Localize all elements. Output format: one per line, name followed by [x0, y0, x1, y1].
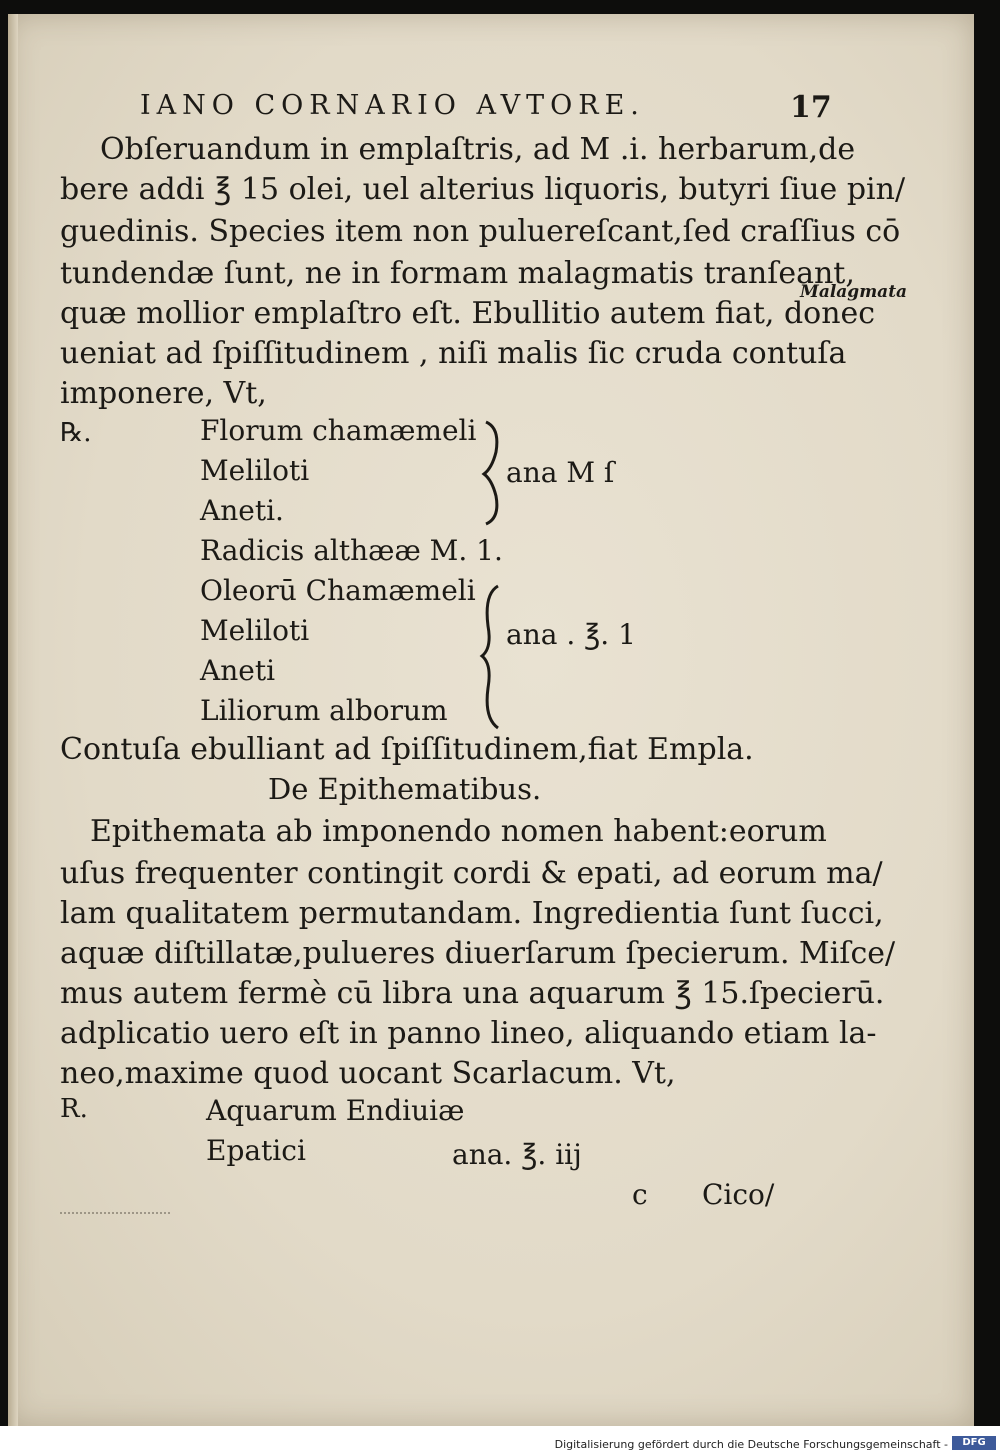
running-head: IANO CORNARIO AVTORE. — [140, 90, 645, 121]
dfg-logo: DFG — [952, 1436, 996, 1450]
signature-mark: c — [632, 1178, 648, 1211]
para1-line: bere addi ℥ 15 olei, uel alterius liquoris, butyri ſiue pin/ — [60, 172, 906, 207]
para2-line: Epithemata ab imponendo nomen habent:eorum — [90, 814, 827, 849]
para2-line: uſus frequenter contingit cordi & epati, ad eorum ma/ — [60, 856, 883, 891]
para2-line: mus autem fermè cū libra una aquarum ℥ 15.ſpecierū. — [60, 976, 885, 1011]
footer-credit: Digitalisierung gefördert durch die Deutsche Forschungsgemeinschaft - — [554, 1438, 948, 1451]
catchword: Cico/ — [702, 1178, 775, 1211]
recipe-ingredient: Aneti — [200, 654, 276, 687]
quantity-label: ana. ℥. iij — [452, 1138, 582, 1171]
para1-line: tundendæ ſunt, ne in formam malagmatis tranſeant, — [60, 256, 855, 291]
recipe-ingredient: Aneti. — [200, 494, 284, 527]
marginal-note: Malagmata — [800, 282, 908, 302]
recipe-symbol: ℞. — [60, 418, 92, 448]
recipe-ingredient: Meliloti — [200, 454, 310, 487]
page-gutter — [8, 14, 18, 1426]
para2-line: aquæ diſtillatæ,pulueres diuerſarum ſpecierum. Miſce/ — [60, 936, 896, 971]
quantity-label: ana M ſ — [506, 456, 615, 489]
section-heading: De Epithematibus. — [268, 772, 542, 806]
recipe-ingredient: Florum chamæmeli — [200, 414, 477, 447]
recipe-ingredient: Radicis althææ M. 1. — [200, 534, 503, 567]
para1-line: Obſeruandum in emplaſtris, ad M .i. herbarum,de — [100, 132, 856, 167]
recipe-ingredient: Liliorum alborum — [200, 694, 448, 727]
recipe-symbol: R. — [60, 1094, 88, 1124]
recipe-ingredient: Aquarum Endiuiæ — [206, 1094, 465, 1127]
para1-line: imponere, Vt, — [60, 376, 267, 411]
para2-line: adplicatio uero eſt in panno lineo, aliquando etiam la- — [60, 1016, 877, 1051]
quantity-label: ana . ℥. 1 — [506, 618, 636, 651]
recipe-closing: Contuſa ebulliant ad ſpiſſitudinem,fiat Empla. — [60, 732, 754, 767]
para1-line: quæ mollior emplaſtro eſt. Ebullitio autem fiat, donec — [60, 296, 876, 331]
page-number: 17 — [790, 90, 832, 125]
brace-glyph — [478, 582, 508, 732]
recipe-ingredient: Epatici — [206, 1134, 306, 1167]
recipe-ingredient: Meliloti — [200, 614, 310, 647]
para1-line: ueniat ad ſpiſſitudinem , niſi malis ſic cruda contuſa — [60, 336, 847, 371]
recipe-ingredient: Oleorū Chamæmeli — [200, 574, 476, 607]
para2-line: neo,maxime quod uocant Scarlacum. Vt, — [60, 1056, 676, 1091]
para1-line: guedinis. Species item non puluereſcant,ſed craſſius cō — [60, 214, 901, 249]
para2-line: lam qualitatem permutandam. Ingredientia ſunt ſucci, — [60, 896, 884, 931]
brace-glyph — [478, 418, 508, 528]
ink-bleed — [60, 1204, 170, 1214]
